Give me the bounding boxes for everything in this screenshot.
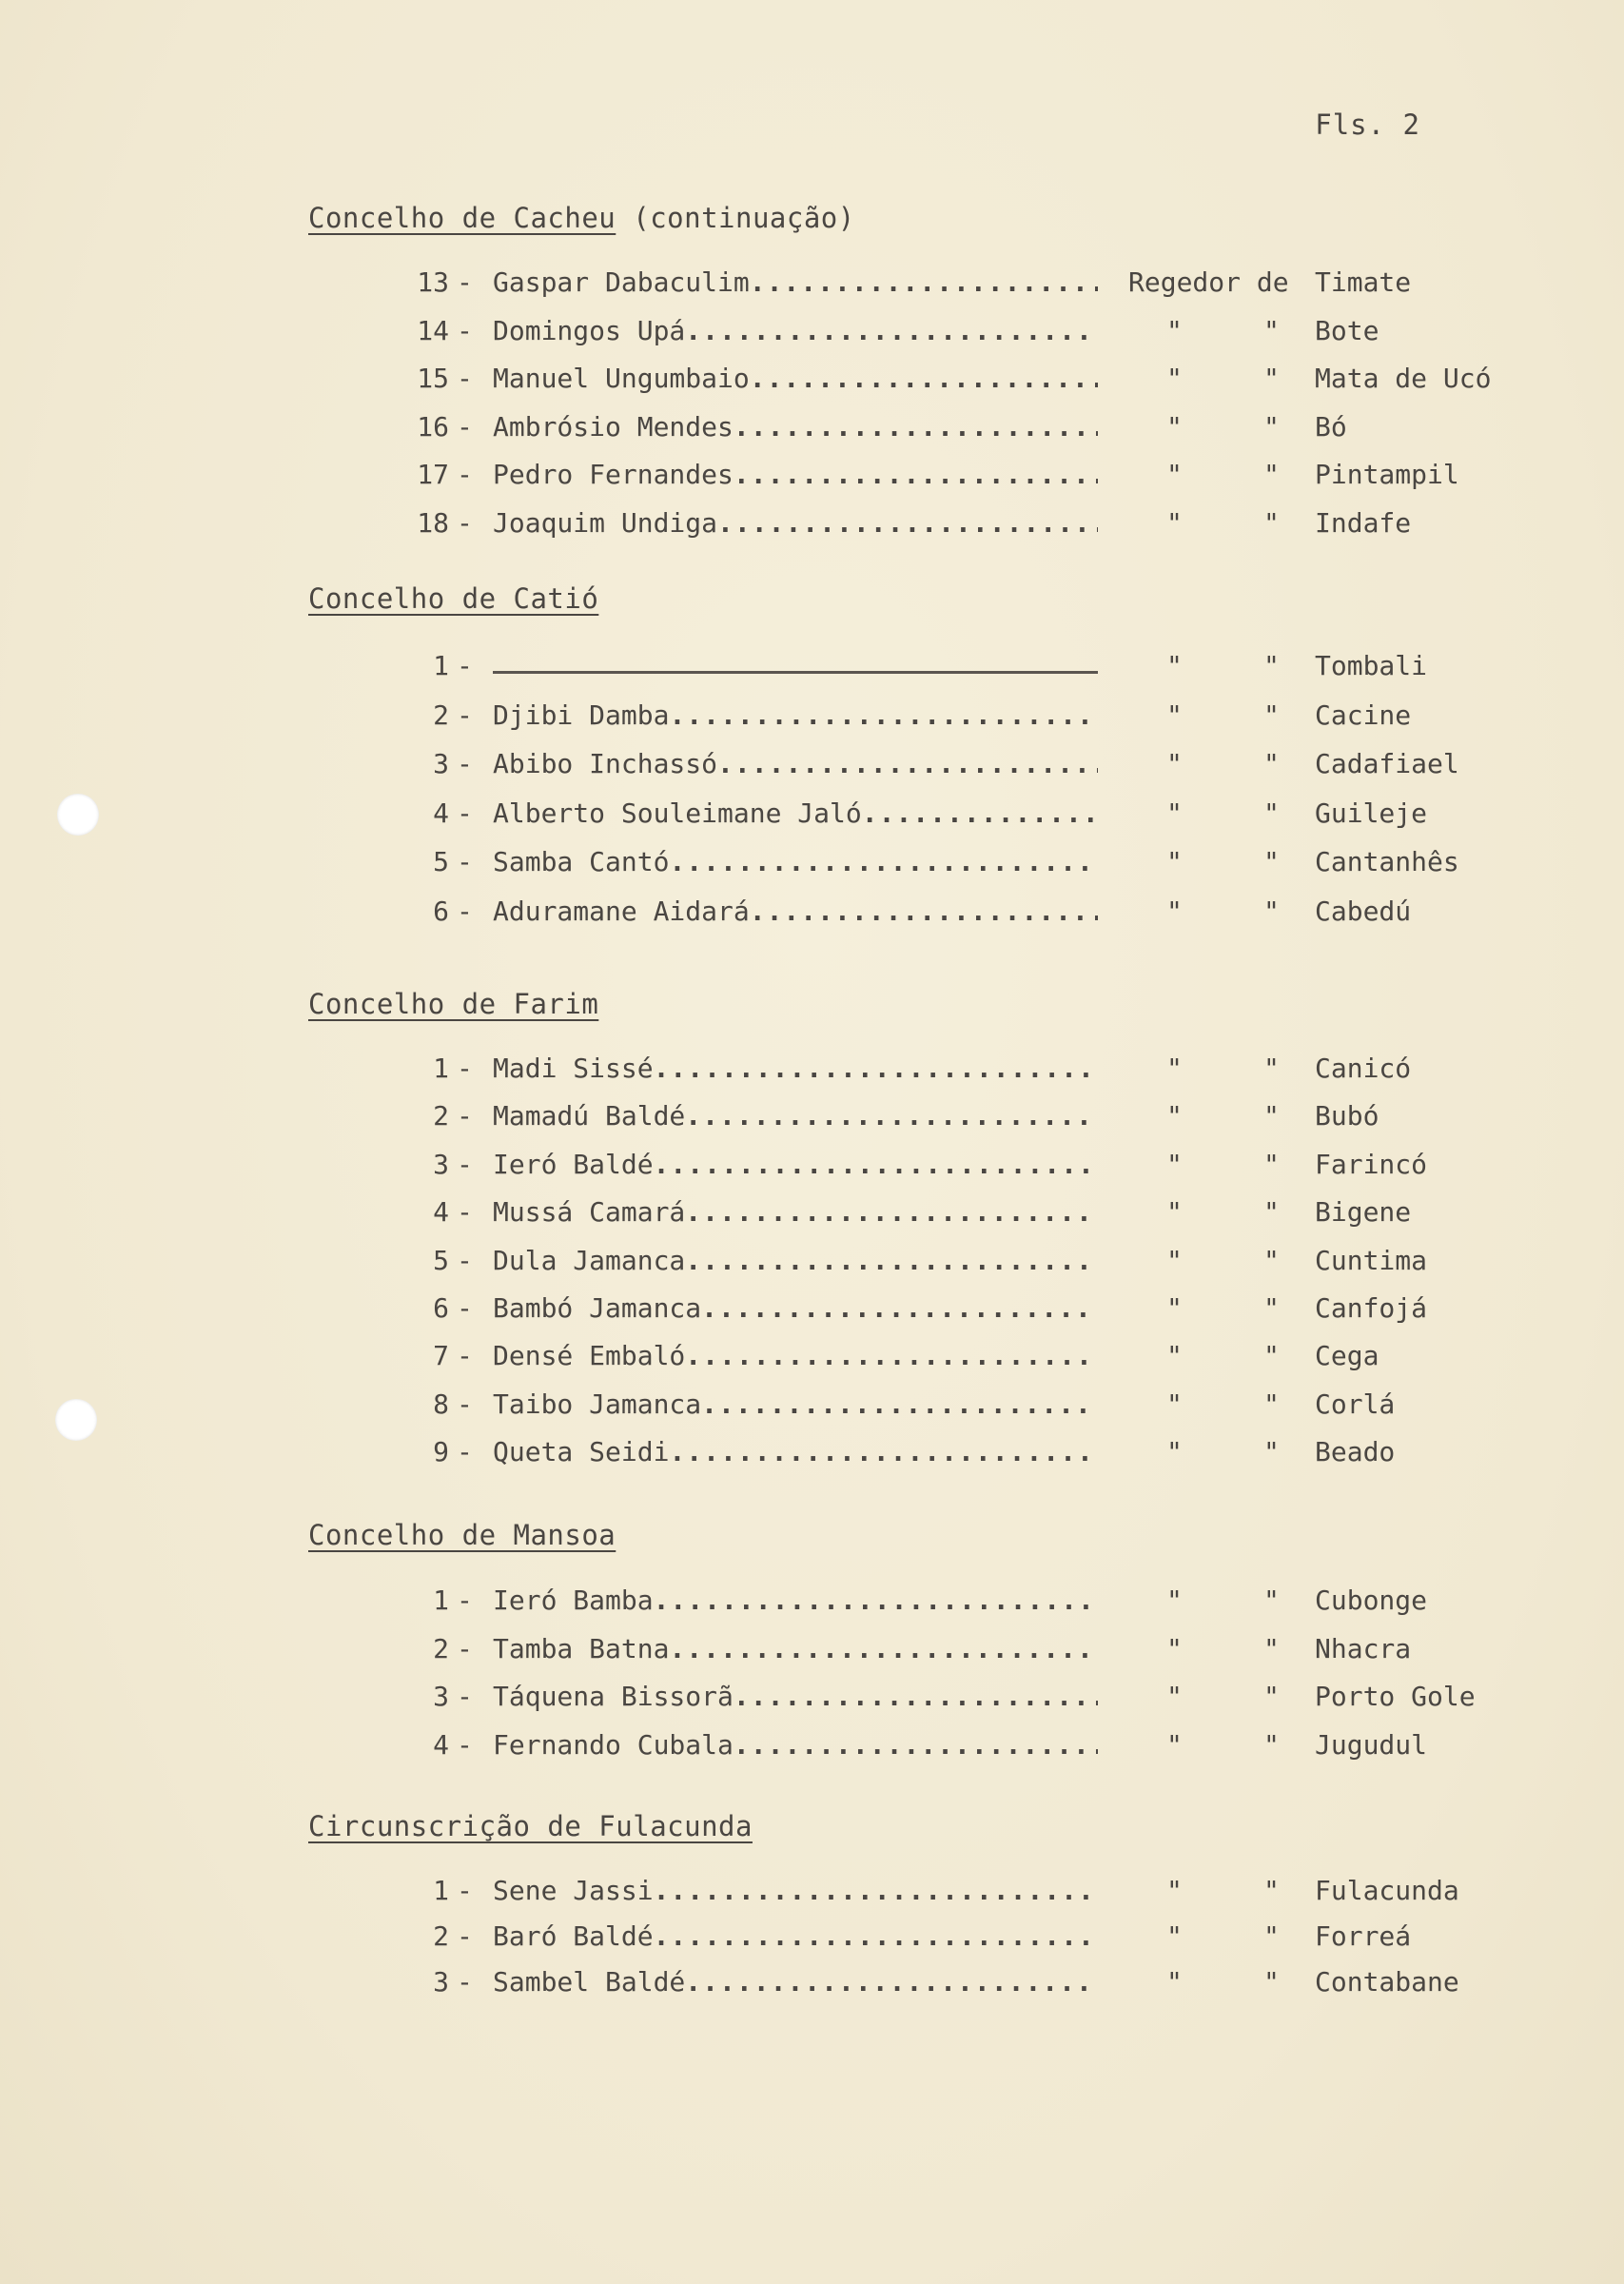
entry-name: Aduramane Aidará ..... bbox=[493, 896, 1098, 927]
ditto-mark: " bbox=[1263, 1681, 1280, 1712]
entry-name: Madi Sissé ..... bbox=[493, 1053, 1098, 1084]
entry-name: Mamadú Baldé ..... bbox=[493, 1100, 1098, 1132]
entry-dash: - bbox=[457, 1100, 473, 1132]
entry-number: 1 bbox=[433, 1875, 449, 1906]
entry-place: Porto Gole bbox=[1315, 1681, 1476, 1712]
entry-dash: - bbox=[457, 650, 473, 681]
section-title: Concelho de Catió bbox=[308, 582, 599, 615]
ditto-mark: " bbox=[1166, 1388, 1183, 1420]
entry-name: Pedro Fernandes ..... bbox=[493, 459, 1098, 490]
ditto-mark: " bbox=[1263, 1875, 1280, 1906]
entry-name: Samba Cantó ..... bbox=[493, 846, 1098, 877]
entry-name: Sene Jassi ..... bbox=[493, 1875, 1098, 1906]
ditto-mark: " bbox=[1263, 748, 1280, 779]
ditto-mark: " bbox=[1166, 1585, 1183, 1616]
entry-name: Ieró Baldé ..... bbox=[493, 1149, 1098, 1180]
ditto-mark: " bbox=[1263, 363, 1280, 394]
ditto-mark: " bbox=[1263, 1920, 1280, 1952]
section-title: Circunscrição de Fulacunda bbox=[308, 1810, 753, 1842]
entry-number: 17 bbox=[417, 459, 449, 490]
punch-hole-top bbox=[57, 794, 99, 836]
entry-dash: - bbox=[457, 459, 473, 490]
ditto-mark: " bbox=[1263, 1149, 1280, 1180]
entry-number: 2 bbox=[433, 699, 449, 731]
entry-name: Ieró Bamba ..... bbox=[493, 1585, 1098, 1616]
ditto-mark: " bbox=[1263, 1292, 1280, 1324]
entry-number: 4 bbox=[433, 797, 449, 829]
ditto-mark: " bbox=[1166, 748, 1183, 779]
entry-place: Cabedú bbox=[1315, 896, 1412, 927]
entry-dash: - bbox=[457, 748, 473, 779]
entry-place: Bigene bbox=[1315, 1196, 1412, 1228]
section-heading-farim bbox=[308, 988, 598, 1020]
entry-dash: - bbox=[457, 1388, 473, 1420]
entry-number: 5 bbox=[433, 846, 449, 877]
entry-dash: - bbox=[457, 1340, 473, 1371]
entry-place: Contabane bbox=[1315, 1966, 1459, 1998]
ditto-mark: " bbox=[1263, 411, 1280, 443]
ditto-mark: " bbox=[1166, 1292, 1183, 1324]
entry-dash: - bbox=[457, 1149, 473, 1180]
entry-name: Joaquim Undiga ..... bbox=[493, 507, 1098, 539]
ditto-mark: " bbox=[1166, 797, 1183, 829]
entry-name: Densé Embaló ..... bbox=[493, 1340, 1098, 1371]
entry-number: 6 bbox=[433, 896, 449, 927]
entry-place: Cantanhês bbox=[1315, 846, 1459, 877]
entry-place: Fulacunda bbox=[1315, 1875, 1459, 1906]
entry-office: Regedor de bbox=[1128, 266, 1289, 298]
ditto-mark: " bbox=[1263, 1340, 1280, 1371]
entry-name: Baró Baldé ..... bbox=[493, 1920, 1098, 1952]
entry-name: Abibo Inchassó ..... bbox=[493, 748, 1098, 779]
entry-dash: - bbox=[457, 507, 473, 539]
ditto-mark: " bbox=[1263, 797, 1280, 829]
ditto-mark: " bbox=[1166, 846, 1183, 877]
ditto-mark: " bbox=[1166, 1966, 1183, 1998]
ditto-mark: " bbox=[1166, 896, 1183, 927]
entry-number: 4 bbox=[433, 1729, 449, 1761]
ditto-mark: " bbox=[1166, 1340, 1183, 1371]
entry-name: Gaspar Dabaculim ..... bbox=[493, 266, 1098, 298]
entry-number: 3 bbox=[433, 1149, 449, 1180]
ditto-mark: " bbox=[1263, 459, 1280, 490]
ditto-mark: " bbox=[1263, 1388, 1280, 1420]
entry-dash: - bbox=[457, 1681, 473, 1712]
entry-place: Timate bbox=[1315, 266, 1412, 298]
entry-dash: - bbox=[457, 1585, 473, 1616]
ditto-mark: " bbox=[1166, 1053, 1183, 1084]
ditto-mark: " bbox=[1263, 315, 1280, 346]
ditto-mark: " bbox=[1263, 1585, 1280, 1616]
entry-dash: - bbox=[457, 1436, 473, 1467]
ditto-mark: " bbox=[1263, 896, 1280, 927]
entry-place: Nhacra bbox=[1315, 1633, 1412, 1664]
ditto-mark: " bbox=[1166, 1149, 1183, 1180]
ditto-mark: " bbox=[1263, 699, 1280, 731]
entry-place: Cubonge bbox=[1315, 1585, 1428, 1616]
ditto-mark: " bbox=[1166, 315, 1183, 346]
entry-dash: - bbox=[457, 266, 473, 298]
entry-number: 8 bbox=[433, 1388, 449, 1420]
entry-place: Forreá bbox=[1315, 1920, 1412, 1952]
entry-place: Farincó bbox=[1315, 1149, 1428, 1180]
entry-name: Tamba Batna ..... bbox=[493, 1633, 1098, 1664]
entry-dash: - bbox=[457, 1920, 473, 1952]
entry-place: Guileje bbox=[1315, 797, 1428, 829]
entry-number: 9 bbox=[433, 1436, 449, 1467]
section-heading-fulacunda bbox=[308, 1810, 753, 1842]
entry-name: Alberto Souleimane Jaló ..... bbox=[493, 797, 1098, 829]
ditto-mark: " bbox=[1166, 507, 1183, 539]
entry-place: Bubó bbox=[1315, 1100, 1379, 1132]
section-title: Concelho de Farim bbox=[308, 988, 599, 1020]
section-title: Concelho de Mansoa bbox=[308, 1519, 616, 1551]
ditto-mark: " bbox=[1263, 1245, 1280, 1276]
ditto-mark: " bbox=[1166, 1436, 1183, 1467]
section-heading-catio bbox=[308, 582, 598, 615]
ditto-mark: " bbox=[1263, 1966, 1280, 1998]
punch-hole-bottom bbox=[55, 1399, 97, 1441]
ditto-mark: " bbox=[1166, 363, 1183, 394]
entry-place: Cacine bbox=[1315, 699, 1412, 731]
ditto-mark: " bbox=[1166, 411, 1183, 443]
entry-dash: - bbox=[457, 411, 473, 443]
entry-number: 14 bbox=[417, 315, 449, 346]
entry-number: 13 bbox=[417, 266, 449, 298]
entry-dash: - bbox=[457, 846, 473, 877]
entry-number: 15 bbox=[417, 363, 449, 394]
entry-dash: - bbox=[457, 797, 473, 829]
ditto-mark: " bbox=[1166, 1681, 1183, 1712]
entry-name: Domingos Upá ..... bbox=[493, 315, 1098, 346]
entry-number: 18 bbox=[417, 507, 449, 539]
ditto-mark: " bbox=[1263, 846, 1280, 877]
entry-dash: - bbox=[457, 699, 473, 731]
entry-place: Mata de Ucó bbox=[1315, 363, 1492, 394]
entry-dash: - bbox=[457, 896, 473, 927]
ditto-mark: " bbox=[1263, 1053, 1280, 1084]
page-number: Fls. 2 bbox=[1315, 108, 1420, 141]
ditto-mark: " bbox=[1166, 459, 1183, 490]
ditto-mark: " bbox=[1166, 1633, 1183, 1664]
entry-place: Indafe bbox=[1315, 507, 1412, 539]
entry-place: Cega bbox=[1315, 1340, 1379, 1371]
entry-place: Bote bbox=[1315, 315, 1379, 346]
entry-dash: - bbox=[457, 1875, 473, 1906]
entry-place: Pintampil bbox=[1315, 459, 1459, 490]
entry-name: Sambel Baldé ..... bbox=[493, 1966, 1098, 1998]
entry-place: Canicó bbox=[1315, 1053, 1412, 1084]
ditto-mark: " bbox=[1166, 1196, 1183, 1228]
entry-dash: - bbox=[457, 1053, 473, 1084]
ditto-mark: " bbox=[1166, 1100, 1183, 1132]
entry-number: 1 bbox=[433, 650, 449, 681]
entry-dash: - bbox=[457, 1633, 473, 1664]
entry-place: Cadafiael bbox=[1315, 748, 1459, 779]
entry-place: Tombali bbox=[1315, 650, 1428, 681]
entry-name: Djibi Damba ..... bbox=[493, 699, 1098, 731]
entry-number: 2 bbox=[433, 1920, 449, 1952]
ditto-mark: " bbox=[1166, 1875, 1183, 1906]
ditto-mark: " bbox=[1263, 507, 1280, 539]
ditto-mark: " bbox=[1166, 699, 1183, 731]
entry-number: 1 bbox=[433, 1053, 449, 1084]
entry-dash: - bbox=[457, 1729, 473, 1761]
entry-name: Queta Seidi ..... bbox=[493, 1436, 1098, 1467]
ditto-mark: " bbox=[1166, 1729, 1183, 1761]
entry-number: 7 bbox=[433, 1340, 449, 1371]
ditto-mark: " bbox=[1263, 1436, 1280, 1467]
entry-number: 4 bbox=[433, 1196, 449, 1228]
entry-name: Dula Jamanca ..... bbox=[493, 1245, 1098, 1276]
ditto-mark: " bbox=[1166, 650, 1183, 681]
entry-number: 16 bbox=[417, 411, 449, 443]
section-heading-cacheu bbox=[308, 202, 855, 234]
ditto-mark: " bbox=[1263, 1729, 1280, 1761]
entry-place: Corlá bbox=[1315, 1388, 1396, 1420]
entry-name: Ambrósio Mendes ..... bbox=[493, 411, 1098, 443]
entry-place: Jugudul bbox=[1315, 1729, 1428, 1761]
entry-name: Fernando Cubala ..... bbox=[493, 1729, 1098, 1761]
entry-name: Manuel Ungumbaio ..... bbox=[493, 363, 1098, 394]
entry-number: 5 bbox=[433, 1245, 449, 1276]
ditto-mark: " bbox=[1166, 1920, 1183, 1952]
entry-place: Bó bbox=[1315, 411, 1347, 443]
ditto-mark: " bbox=[1166, 1245, 1183, 1276]
entry-number: 1 bbox=[433, 1585, 449, 1616]
entry-name: Mussá Camará ..... bbox=[493, 1196, 1098, 1228]
section-heading-mansoa bbox=[308, 1519, 616, 1551]
entry-name: Táquena Bissorã ..... bbox=[493, 1681, 1098, 1712]
entry-dash: - bbox=[457, 1245, 473, 1276]
entry-name: Taibo Jamanca ..... bbox=[493, 1388, 1098, 1420]
entry-dash: - bbox=[457, 1292, 473, 1324]
section-title: Concelho de Cacheu bbox=[308, 202, 616, 234]
entry-number: 2 bbox=[433, 1633, 449, 1664]
entry-place: Beado bbox=[1315, 1436, 1396, 1467]
entry-place: Cuntima bbox=[1315, 1245, 1428, 1276]
entry-number: 3 bbox=[433, 748, 449, 779]
ditto-mark: " bbox=[1263, 1196, 1280, 1228]
entry-dash: - bbox=[457, 1966, 473, 1998]
ditto-mark: " bbox=[1263, 650, 1280, 681]
entry-place: Canfojá bbox=[1315, 1292, 1428, 1324]
section-title-note: (continuação) bbox=[616, 202, 855, 234]
entry-dash: - bbox=[457, 1196, 473, 1228]
entry-number: 3 bbox=[433, 1966, 449, 1998]
entry-name: Bambó Jamanca ..... bbox=[493, 1292, 1098, 1324]
ditto-mark: " bbox=[1263, 1100, 1280, 1132]
entry-dash: - bbox=[457, 315, 473, 346]
entry-dash: - bbox=[457, 363, 473, 394]
entry-name-blank-line bbox=[493, 650, 1098, 674]
entry-number: 6 bbox=[433, 1292, 449, 1324]
entry-number: 2 bbox=[433, 1100, 449, 1132]
ditto-mark: " bbox=[1263, 1633, 1280, 1664]
entry-number: 3 bbox=[433, 1681, 449, 1712]
